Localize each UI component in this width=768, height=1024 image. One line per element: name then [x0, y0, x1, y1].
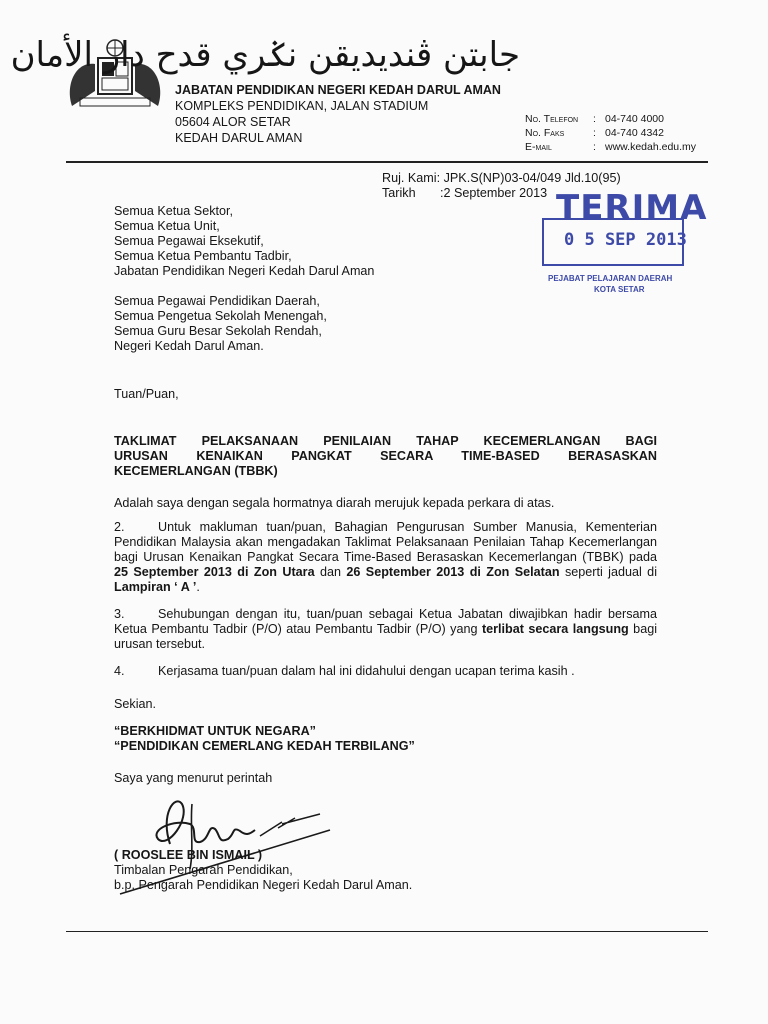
- closing: Sekian.: [114, 697, 157, 711]
- motto-1: “BERKHIDMAT UNTUK NEGARA”: [114, 724, 316, 738]
- contact-email-label: E-mail: [525, 141, 552, 153]
- address-line-2: 05604 ALOR SETAR: [175, 115, 291, 129]
- contact-email: E-mail : www.kedah.edu.my: [525, 141, 697, 153]
- contact-phone-value: 04-740 4000: [605, 113, 664, 125]
- signatory-title-2: b.p. Pengarah Pendidikan Negeri Kedah Darul Aman.: [114, 878, 413, 892]
- letterhead-jawi-title: جابتن ڤنديديقن نݢري قدح دار الأمان: [10, 35, 520, 75]
- paragraph-2-bold-a: 25 September 2013 di Zon Utara: [114, 565, 315, 579]
- paragraph-2-bold-b: 26 September 2013 di Zon Selatan: [346, 565, 560, 579]
- paragraph-2-text-b: dan: [314, 565, 347, 579]
- contact-phone-label: No. Telefon: [525, 113, 579, 125]
- paragraph-3-number: 3.: [114, 607, 125, 621]
- tarikh-line: Tarikh : 2 September 2013: [382, 186, 548, 200]
- address-line-3: KEDAH DARUL AMAN: [175, 131, 303, 145]
- recipient-line: Semua Guru Besar Sekolah Rendah,: [114, 324, 322, 338]
- recipients-group-1: [114, 204, 374, 279]
- recipient-line: Jabatan Pendidikan Negeri Kedah Darul Aman: [114, 264, 375, 278]
- paragraph-3: [114, 607, 657, 652]
- recipient-line: Semua Ketua Sektor,: [114, 204, 234, 218]
- contact-phone: No. Telefon : 04-740 4000: [525, 113, 664, 125]
- stamp-line-2: KOTA SETAR: [594, 285, 645, 294]
- contact-fax-label: No. Faks: [525, 127, 565, 139]
- subject: [114, 434, 657, 479]
- recipients-group-2: [114, 294, 327, 354]
- subject-line-3: KECEMERLANGAN (TBBK): [114, 464, 278, 478]
- signoff: Saya yang menurut perintah: [114, 771, 273, 785]
- paragraph-4: [114, 664, 657, 679]
- stamp-title: TERIMA: [556, 188, 708, 228]
- letterhead-contacts: [525, 112, 696, 154]
- tarikh-value: 2 September 2013: [443, 186, 548, 200]
- subject-line-1: TAKLIMAT PELAKSANAAN PENILAIAN TAHAP KECEMERLANGAN BAGI: [114, 434, 657, 448]
- ruj-line: Ruj. Kami: JPK.S(NP)03-04/049 Jld.10(95): [382, 171, 621, 185]
- recipient-line: Semua Ketua Unit,: [114, 219, 220, 233]
- recipient-line: Semua Ketua Pembantu Tadbir,: [114, 249, 292, 263]
- address-line-1: KOMPLEKS PENDIDIKAN, JALAN STADIUM: [175, 99, 429, 113]
- motto-2: “PENDIDIKAN CEMERLANG KEDAH TERBILANG”: [114, 739, 415, 753]
- paragraph-2-text-a: Untuk makluman tuan/puan, Bahagian Pengurusan Sumber Manusia, Kementerian Pendidikan Malaysia akan mengadakan Taklimat Pelaksanaan Penilaian Tahap Kecemerlangan bagi Urusan Kenaikan Pangkat Secara Time-Based Berasaskan Kecemerlangan (TBBK) pada: [114, 520, 657, 564]
- recipient-line: Semua Pegawai Pendidikan Daerah,: [114, 294, 320, 308]
- stamp-date: 0 5 SEP 2013: [564, 230, 687, 250]
- paragraph-2: [114, 520, 657, 595]
- tarikh-label: Tarikh: [382, 186, 416, 200]
- org-name: JABATAN PENDIDIKAN NEGERI KEDAH DARUL AMAN: [175, 83, 501, 97]
- signatory-title-1: Timbalan Pengarah Pendidikan,: [114, 863, 293, 877]
- contact-fax-value: 04-740 4342: [605, 127, 664, 139]
- footer-divider: [66, 931, 708, 932]
- paragraph-2-text-d: .: [196, 580, 200, 594]
- letterhead-org: [175, 82, 501, 146]
- recipient-line: Semua Pengetua Sekolah Menengah,: [114, 309, 327, 323]
- paragraph-4-number: 4.: [114, 664, 125, 678]
- ruj-label: Ruj. Kami: [382, 171, 437, 185]
- contact-fax: No. Faks : 04-740 4342: [525, 127, 664, 139]
- stamp-line-1: PEJABAT PELAJARAN DAERAH: [548, 274, 673, 283]
- recipient-line: Negeri Kedah Darul Aman.: [114, 339, 264, 353]
- subject-line-2: URUSAN KENAIKAN PANGKAT SECARA TIME-BASED BERASASKAN: [114, 449, 657, 463]
- paragraph-2-number: 2.: [114, 520, 125, 534]
- signatory-block: [114, 848, 412, 893]
- paragraph-3-bold-a: terlibat secara langsung: [481, 622, 629, 636]
- salutation: Tuan/Puan,: [114, 387, 179, 401]
- paragraph-3-text-a: Sehubungan dengan itu, tuan/puan sebagai Ketua Jabatan diwajibkan hadir bersama Ketua Pembantu Tadbir (P/O) atau Pembantu Tadbir (P/O) yang: [114, 607, 657, 636]
- signatory-name: ( ROOSLEE BIN ISMAIL ): [114, 848, 263, 862]
- paragraph-2-bold-c: Lampiran ‘ A ’: [114, 580, 197, 594]
- paragraph-1: Adalah saya dengan segala hormatnya diarah merujuk kepada perkara di atas.: [114, 496, 555, 510]
- paragraph-4-text: Kerjasama tuan/puan dalam hal ini didahului dengan ucapan terima kasih .: [158, 664, 575, 678]
- header-divider: [66, 161, 708, 163]
- ruj-value: JPK.S(NP)03-04/049 Jld.10(95): [443, 171, 621, 185]
- recipient-line: Semua Pegawai Eksekutif,: [114, 234, 264, 248]
- received-stamp: [532, 188, 708, 300]
- paragraph-2-text-c: seperti jadual di: [559, 565, 657, 579]
- motto-block: [114, 724, 415, 754]
- contact-email-value: www.kedah.edu.my: [605, 141, 697, 153]
- paragraph-3-text-b: bagi urusan tersebut.: [114, 622, 657, 651]
